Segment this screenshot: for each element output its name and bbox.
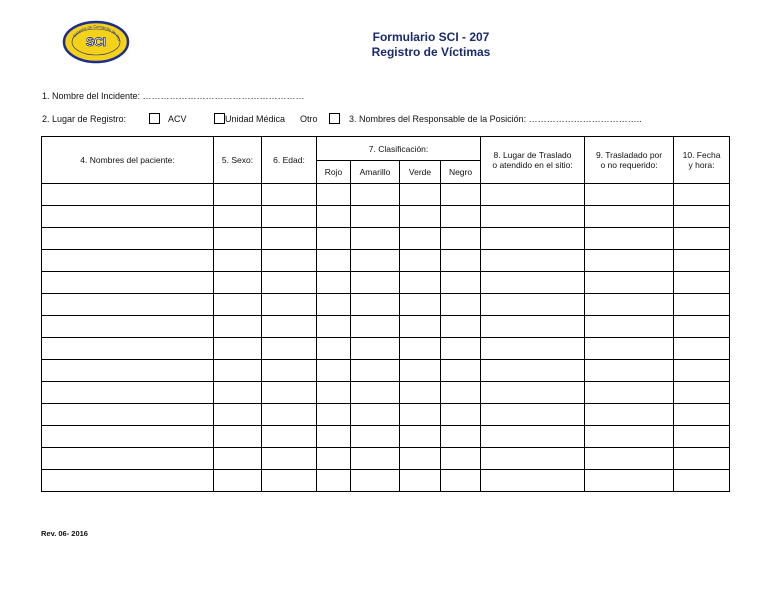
table-row [42, 228, 730, 250]
table-cell[interactable] [262, 184, 317, 206]
table-cell[interactable] [214, 228, 262, 250]
table-cell[interactable] [585, 206, 674, 228]
table-cell[interactable] [441, 382, 481, 404]
table-cell[interactable] [262, 250, 317, 272]
table-cell[interactable] [317, 206, 351, 228]
table-cell[interactable] [42, 448, 214, 470]
table-cell[interactable] [674, 272, 730, 294]
table-cell[interactable] [351, 206, 400, 228]
table-cell[interactable] [351, 470, 400, 492]
table-cell[interactable] [42, 206, 214, 228]
table-row [42, 426, 730, 448]
table-cell[interactable] [585, 184, 674, 206]
table-cell[interactable] [585, 272, 674, 294]
col-age: 6. Edad: [262, 137, 317, 184]
table-cell[interactable] [262, 404, 317, 426]
acv-label: ACV [168, 114, 187, 124]
table-cell[interactable] [214, 316, 262, 338]
table-cell[interactable] [585, 338, 674, 360]
table-cell[interactable] [317, 426, 351, 448]
col-negro: Negro [441, 161, 481, 184]
table-cell[interactable] [674, 338, 730, 360]
table-cell[interactable] [441, 316, 481, 338]
table-cell[interactable] [400, 404, 441, 426]
table-cell[interactable] [481, 272, 585, 294]
col-transferred-by-line2: o no requerido: [600, 160, 658, 170]
table-cell[interactable] [351, 338, 400, 360]
table-cell[interactable] [674, 228, 730, 250]
table-cell[interactable] [317, 272, 351, 294]
table-cell[interactable] [481, 228, 585, 250]
table-cell[interactable] [481, 338, 585, 360]
table-cell[interactable] [317, 382, 351, 404]
table-cell[interactable] [351, 228, 400, 250]
table-cell[interactable] [400, 228, 441, 250]
table-cell[interactable] [400, 470, 441, 492]
table-cell[interactable] [214, 184, 262, 206]
table-row [42, 272, 730, 294]
table-cell[interactable] [214, 448, 262, 470]
table-cell[interactable] [481, 360, 585, 382]
table-cell[interactable] [441, 294, 481, 316]
unidad-medica-label: Unidad Médica [225, 114, 286, 124]
table-cell[interactable] [351, 272, 400, 294]
table-cell[interactable] [441, 426, 481, 448]
table-cell[interactable] [585, 426, 674, 448]
table-cell[interactable] [351, 316, 400, 338]
table-cell[interactable] [400, 448, 441, 470]
table-cell[interactable] [674, 316, 730, 338]
table-cell[interactable] [441, 404, 481, 426]
table-cell[interactable] [400, 250, 441, 272]
table-cell[interactable] [262, 360, 317, 382]
logo-ring-text: Sistema de Comando de Inci [71, 23, 122, 42]
table-cell[interactable] [317, 250, 351, 272]
form-subtitle: Registro de Víctimas [371, 45, 491, 59]
table-cell[interactable] [262, 448, 317, 470]
table-cell[interactable] [674, 294, 730, 316]
table-cell[interactable] [674, 184, 730, 206]
table-cell[interactable] [441, 206, 481, 228]
table-cell[interactable] [317, 448, 351, 470]
table-cell[interactable] [481, 426, 585, 448]
table-cell[interactable] [674, 470, 730, 492]
table-cell[interactable] [400, 272, 441, 294]
table-cell[interactable] [674, 360, 730, 382]
table-cell[interactable] [585, 316, 674, 338]
table-cell[interactable] [400, 294, 441, 316]
table-cell[interactable] [42, 338, 214, 360]
col-classification: 7. Clasificación: [317, 137, 481, 161]
table-cell[interactable] [441, 250, 481, 272]
otro-checkbox[interactable] [329, 113, 340, 124]
table-cell[interactable] [481, 250, 585, 272]
table-cell[interactable] [441, 184, 481, 206]
table-cell[interactable] [262, 228, 317, 250]
table-cell[interactable] [674, 426, 730, 448]
table-cell[interactable] [674, 448, 730, 470]
table-cell[interactable] [214, 404, 262, 426]
table-cell[interactable] [481, 382, 585, 404]
table-cell[interactable] [262, 426, 317, 448]
table-cell[interactable] [585, 404, 674, 426]
table-cell[interactable] [262, 338, 317, 360]
table-cell[interactable] [674, 404, 730, 426]
table-cell[interactable] [317, 470, 351, 492]
table-cell[interactable] [42, 426, 214, 448]
logo-text: SCI [85, 35, 107, 49]
table-cell[interactable] [214, 272, 262, 294]
table-cell[interactable] [481, 184, 585, 206]
otro-label: Otro [300, 114, 318, 124]
table-cell[interactable] [214, 338, 262, 360]
col-date-time-line1: 10. Fecha [682, 150, 721, 160]
table-cell[interactable] [400, 206, 441, 228]
table-cell[interactable] [400, 316, 441, 338]
table-cell[interactable] [317, 316, 351, 338]
table-cell[interactable] [481, 316, 585, 338]
table-cell[interactable] [400, 338, 441, 360]
table-cell[interactable] [42, 360, 214, 382]
table-cell[interactable] [351, 294, 400, 316]
table-cell[interactable] [585, 360, 674, 382]
table-cell[interactable] [42, 382, 214, 404]
table-cell[interactable] [214, 470, 262, 492]
table-row [42, 338, 730, 360]
table-cell[interactable] [481, 404, 585, 426]
col-transfer-place-line2: o atendido en el sitio: [492, 160, 573, 170]
incident-name-field: 1. Nombre del Incidente: ……………………………………………… [42, 91, 305, 101]
table-cell[interactable] [317, 338, 351, 360]
col-verde: Verde [400, 161, 441, 184]
table-cell[interactable] [262, 272, 317, 294]
table-cell[interactable] [214, 206, 262, 228]
table-cell[interactable] [42, 184, 214, 206]
col-rojo: Rojo [317, 161, 351, 184]
table-cell[interactable] [214, 382, 262, 404]
col-transferred-by [585, 137, 674, 184]
table-cell[interactable] [674, 382, 730, 404]
table-row [42, 316, 730, 338]
table-cell[interactable] [585, 294, 674, 316]
table-cell[interactable] [262, 470, 317, 492]
table-cell[interactable] [351, 404, 400, 426]
table-cell[interactable] [441, 338, 481, 360]
table-cell[interactable] [400, 360, 441, 382]
table-cell[interactable] [400, 382, 441, 404]
responsible-field: 3. Nombres del Responsable de la Posición: ……………………………….. [349, 114, 642, 124]
registry-place-label: 2. Lugar de Registro: [42, 114, 127, 124]
table-cell[interactable] [42, 294, 214, 316]
table-cell[interactable] [351, 184, 400, 206]
table-cell[interactable] [674, 206, 730, 228]
table-cell[interactable] [351, 426, 400, 448]
table-cell[interactable] [585, 250, 674, 272]
table-cell[interactable] [481, 470, 585, 492]
table-cell[interactable] [214, 294, 262, 316]
col-transferred-by-line1: 9. Trasladado por [595, 150, 663, 160]
table-row [42, 206, 730, 228]
table-cell[interactable] [441, 228, 481, 250]
col-transfer-place [481, 137, 585, 184]
col-transfer-place-line1: 8. Lugar de Traslado [493, 150, 572, 160]
victims-table-body [42, 184, 730, 492]
form-title: Formulario SCI - 207 [372, 30, 490, 44]
table-cell[interactable] [585, 382, 674, 404]
table-cell[interactable] [42, 316, 214, 338]
table-cell[interactable] [351, 250, 400, 272]
table-row [42, 448, 730, 470]
col-date-time-line2: y hora: [688, 160, 715, 170]
table-cell[interactable] [42, 228, 214, 250]
table-cell[interactable] [481, 206, 585, 228]
col-sex: 5. Sexo: [214, 137, 262, 184]
table-cell[interactable] [42, 272, 214, 294]
table-cell[interactable] [441, 448, 481, 470]
table-cell[interactable] [317, 228, 351, 250]
table-cell[interactable] [214, 426, 262, 448]
table-cell[interactable] [400, 184, 441, 206]
table-cell[interactable] [585, 448, 674, 470]
table-cell[interactable] [317, 294, 351, 316]
table-cell[interactable] [317, 404, 351, 426]
table-cell[interactable] [262, 316, 317, 338]
table-row [42, 404, 730, 426]
table-row [42, 250, 730, 272]
table-cell[interactable] [262, 294, 317, 316]
table-row [42, 470, 730, 492]
victims-table [41, 136, 730, 492]
col-date-time [674, 137, 730, 184]
table-cell[interactable] [262, 382, 317, 404]
table-cell[interactable] [441, 360, 481, 382]
revision-label: Rev. 06- 2016 [41, 529, 88, 538]
unidad-medica-checkbox[interactable] [214, 113, 225, 124]
table-cell[interactable] [42, 404, 214, 426]
table-cell[interactable] [400, 426, 441, 448]
table-cell[interactable] [42, 470, 214, 492]
table-row [42, 294, 730, 316]
table-cell[interactable] [351, 360, 400, 382]
acv-checkbox[interactable] [149, 113, 160, 124]
table-cell[interactable] [351, 448, 400, 470]
table-cell[interactable] [214, 250, 262, 272]
table-cell[interactable] [674, 250, 730, 272]
table-cell[interactable] [441, 272, 481, 294]
table-cell[interactable] [585, 470, 674, 492]
table-cell[interactable] [351, 382, 400, 404]
col-amarillo: Amarillo [351, 161, 400, 184]
registry-line [42, 113, 742, 127]
table-cell[interactable] [42, 250, 214, 272]
table-cell[interactable] [214, 360, 262, 382]
table-row [42, 184, 730, 206]
form-title-block [300, 30, 562, 60]
table-cell[interactable] [317, 184, 351, 206]
sci-logo [62, 20, 130, 64]
table-cell[interactable] [585, 228, 674, 250]
table-row [42, 382, 730, 404]
table-cell[interactable] [441, 470, 481, 492]
table-row [42, 360, 730, 382]
table-cell[interactable] [481, 294, 585, 316]
col-patient-name: 4. Nombres del paciente: [42, 137, 214, 184]
table-cell[interactable] [481, 448, 585, 470]
table-cell[interactable] [317, 360, 351, 382]
table-cell[interactable] [262, 206, 317, 228]
